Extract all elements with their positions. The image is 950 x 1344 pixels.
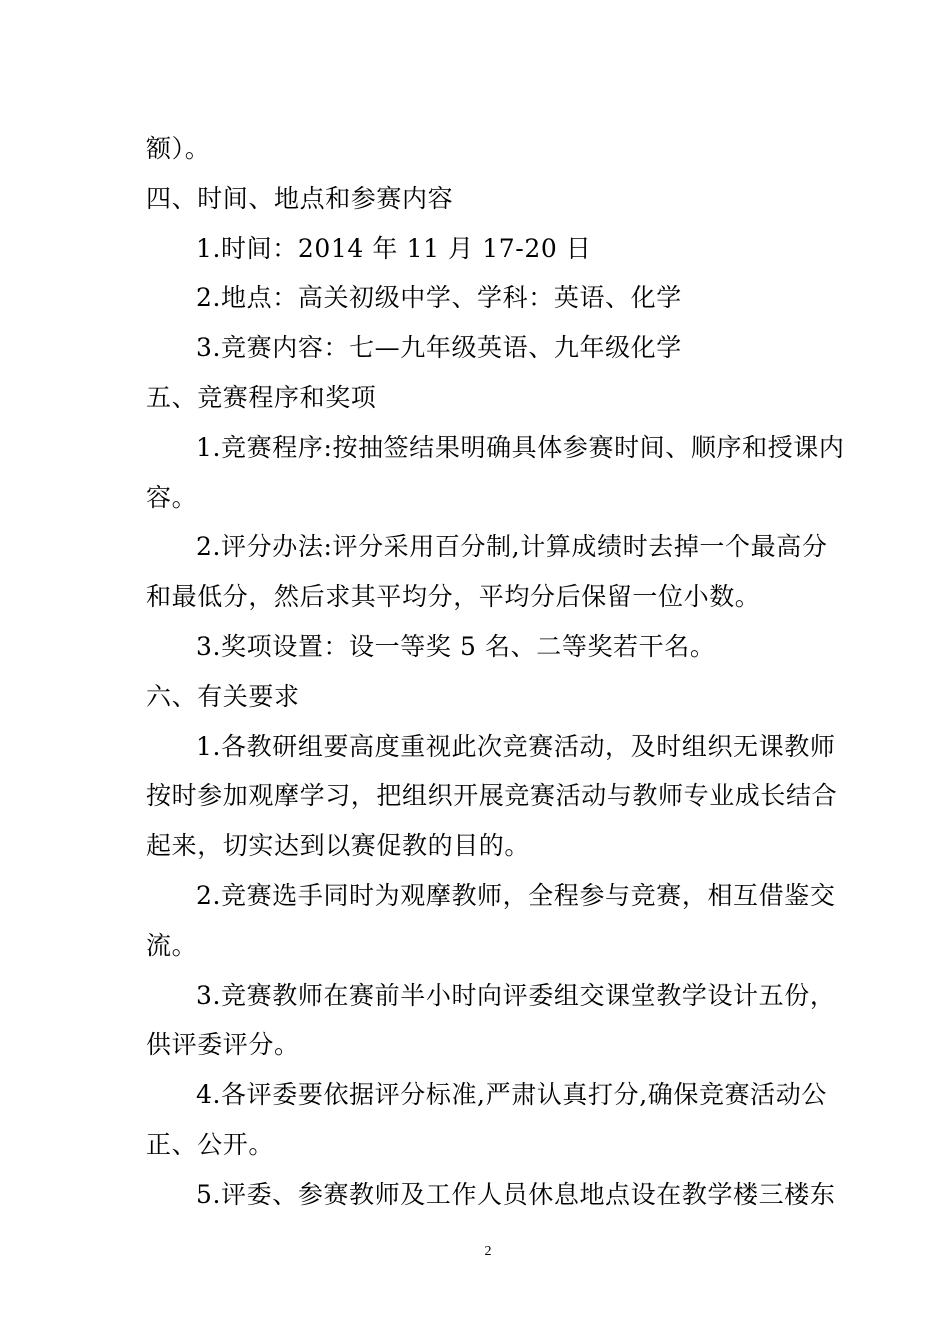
text-line: 正、公开。: [146, 1129, 275, 1159]
text-line: 1.各教研组要高度重视此次竞赛活动，及时组织无课教师: [196, 731, 836, 761]
text-line: 按时参加观摩学习，把组织开展竞赛活动与教师专业成长结合: [146, 781, 838, 811]
section-heading: 六、有关要求: [146, 681, 300, 711]
text-line: 1.竞赛程序:按抽签结果明确具体参赛时间、顺序和授课内: [196, 432, 845, 462]
text-line: 起来，切实达到以赛促教的目的。: [146, 831, 531, 861]
document-body: [146, 124, 845, 1220]
text-line: 2.地点：高关初级中学、学科：英语、化学: [196, 283, 682, 313]
text-line: 供评委评分。: [146, 1030, 300, 1060]
section-heading: 五、竞赛程序和奖项: [146, 382, 377, 412]
text-line: 3.奖项设置：设一等奖 5 名、二等奖若干名。: [196, 631, 716, 661]
text-line: 额）。: [146, 134, 211, 163]
text-line: 4.各评委要依据评分标准,严肃认真打分,确保竞赛活动公: [196, 1080, 827, 1110]
section-heading: 四、时间、地点和参赛内容: [146, 183, 454, 213]
text-line: 3.竞赛内容：七—九年级英语、九年级化学: [196, 333, 682, 363]
text-line: 流。: [146, 930, 198, 960]
text-line: 2.评分办法:评分采用百分制,计算成绩时去掉一个最高分: [196, 532, 828, 562]
text-line: 1.时间：2014 年 11 月 17-20 日: [196, 233, 592, 263]
text-line: 容。: [146, 482, 198, 512]
text-line: 2.竞赛选手同时为观摩教师，全程参与竞赛，相互借鉴交: [196, 880, 836, 910]
text-line: 3.竞赛教师在赛前半小时向评委组交课堂教学设计五份，: [196, 980, 836, 1010]
text-line: 5.评委、参赛教师及工作人员休息地点设在教学楼三楼东: [196, 1179, 836, 1209]
text-line: 和最低分，然后求其平均分，平均分后保留一位小数。: [146, 582, 761, 612]
page-number: 2: [484, 1244, 492, 1259]
